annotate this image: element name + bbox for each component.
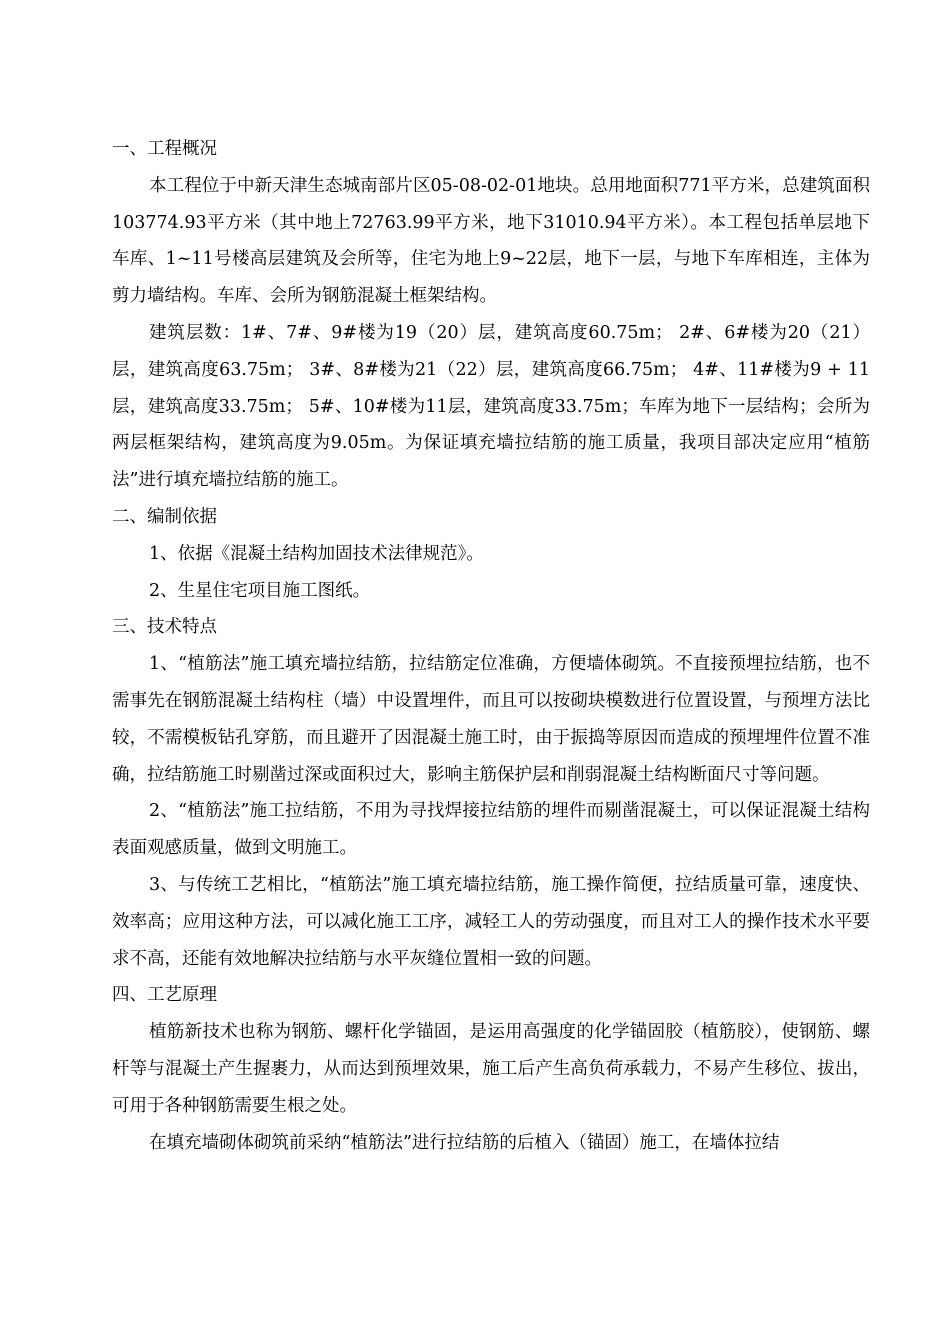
section-heading-4: 四、工艺原理 — [112, 985, 217, 1006]
section-heading-3: 三、技术特点 — [112, 617, 217, 638]
paragraph-principle-1: 植筋新技术也称为钢筋、螺杆化学锚固，是运用高强度的化学锚固胶（植筋胶），使钢筋、螺杆等与混凝土产生握裹力，从而达到预埋效果，施工后产生高负荷承载力，不易产生移位、拔出，可用于各种钢筋需要生根之处。 — [112, 1022, 870, 1116]
section-heading-1: 一、工程概况 — [112, 139, 217, 159]
paragraph-basis-1: 1、依据《混凝土结构加固技术法律规范》。 — [149, 543, 484, 564]
paragraph-building-floors: 建筑层数：1#、7#、9#楼为19（20）层，建筑高度60.75m； 2#、6#楼为20（21）层，建筑高度63.75m； 3#、8#楼为21（22）层，建筑高度66.75m； 4#、11#楼为9 + 11层，建筑高度33.75m； 5#、10#楼为11层，建筑高度33.75m；车库为地下一层结构；会所为两层框架结构，建筑高度为9.05m。为保证填充墙拉结筋的施工质量，我项目部决定应用“植筋法”进行填充墙拉结筋的施工。 — [112, 322, 870, 491]
paragraph-feature-2: 2、“植筋法”施工拉结筋，不用为寻找焊接拉结筋的埋件而剔凿混凝土，可以保证混凝土结构表面观感质量，做到文明施工。 — [112, 801, 870, 859]
paragraph-principle-2: 在填充墙砌体砌筑前采纳“植筋法”进行拉结筋的后植入（锚固）施工，在墙体拉结 — [149, 1132, 780, 1153]
paragraph-feature-3: 3、与传统工艺相比，“植筋法”施工填充墙拉结筋，施工操作简便，拉结质量可靠，速度快、效率高；应用这种方法，可以减化施工工序，减轻工人的劳动强度，而且对工人的操作技术水平要求不高，还能有效地解决拉结筋与水平灰缝位置相一致的问题。 — [112, 874, 870, 969]
paragraph-project-location: 本工程位于中新天津生态城南部片区05-08-02-01地块。总用地面积771平方米，总建筑面积103774.93平方米（其中地上72763.99平方米，地下31010.94平方米）。本工程包括单层地下车库、1~11号楼高层建筑及会所等，住宅为地上9~22层，地下一层，与地下车库相连，主体为剪力墙结构。车库、会所为钢筋混凝土框架结构。 — [112, 175, 870, 307]
paragraph-basis-2: 2、生星住宅项目施工图纸。 — [149, 580, 371, 601]
section-heading-2: 二、编制依据 — [112, 506, 217, 527]
document-body — [112, 131, 870, 1161]
paragraph-feature-1: 1、“植筋法”施工填充墙拉结筋，拉结筋定位准确，方便墙体砌筑。不直接预埋拉结筋，也不需事先在钢筋混凝土结构柱（墙）中设置埋件，而且可以按砌块模数进行位置设置，与预埋方法比较，不需模板钻孔穿筋，而且避开了因混凝土施工时，由于振捣等原因而造成的预埋埋件位置不准确，拉结筋施工时剔凿过深或面积过大，影响主筋保护层和削弱混凝土结构断面尺寸等问题。 — [112, 654, 870, 785]
